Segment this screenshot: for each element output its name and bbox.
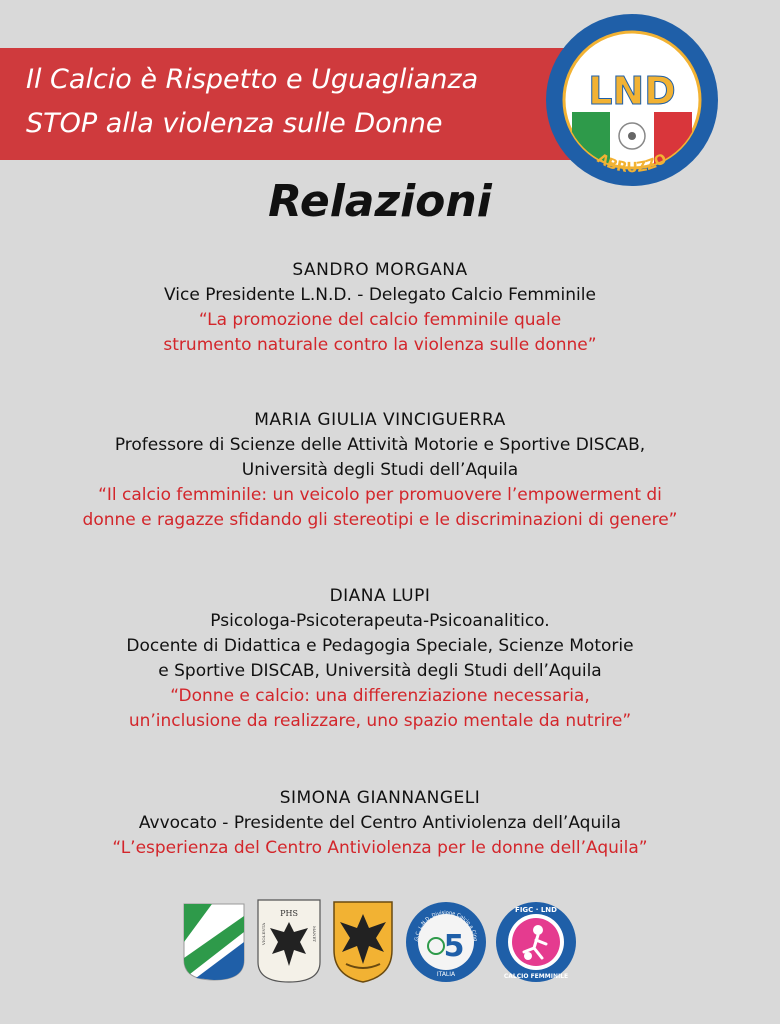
crest-right-text: MANET: [312, 925, 317, 943]
speaker-role: Docente di Didattica e Pedagogia Speciale, Scienze Motorie: [126, 636, 634, 656]
speaker-quote: “Il calcio femminile: un veicolo per promuovere l’empowerment di: [98, 485, 662, 505]
logo-region-text: ABRUZZO: [594, 150, 670, 177]
page-title: Relazioni: [268, 176, 492, 227]
speaker-role: Professore di Scienze delle Attività Motorie e Sportive DISCAB,: [114, 435, 646, 455]
femminile-bottom-text: CALCIO FEMMINILE: [503, 973, 569, 980]
crest-left-text: VIOLENTA: [261, 922, 266, 946]
speaker-name: SANDRO MORGANA: [292, 260, 468, 280]
regione-abruzzo-logo: [182, 902, 246, 982]
aquila-crest-logo: [256, 898, 322, 984]
speaker-section: [0, 584, 760, 734]
speaker-quote: strumento naturale contro la violenza sulle donne”: [163, 335, 597, 355]
speaker-quote: donne e ragazze sfidando gli stereotipi e le discriminazioni di genere”: [82, 510, 678, 530]
footer-logos: [0, 898, 780, 988]
speaker-role: Psicologa-Psicoterapeuta-Psicoanalitico.: [210, 611, 550, 631]
divisione-calcio5-logo: [404, 900, 488, 984]
crest-top-text: PHS: [280, 909, 298, 918]
speaker-section: [0, 786, 760, 861]
svg-text:5: 5: [443, 929, 465, 964]
speaker-section: [0, 258, 760, 358]
speaker-quote: un’inclusione da realizzare, uno spazio mentale da nutrire”: [128, 711, 632, 731]
lnd-abruzzo-logo: [544, 12, 720, 188]
logo-top-text: [544, 12, 597, 14]
speaker-role: Università degli Studi dell’Aquila: [241, 460, 519, 480]
speaker-quote: “L’esperienza del Centro Antiviolenza per le donne dell’Aquila”: [112, 838, 648, 858]
speaker-quote: “Donne e calcio: una differenziazione necessaria,: [170, 686, 590, 706]
speaker-role: Avvocato - Presidente del Centro Antiviolenza dell’Aquila: [138, 813, 622, 833]
university-crest-logo: [328, 898, 398, 984]
femminile-top-text: FIGC · LND: [515, 906, 557, 914]
calcio-femminile-logo: [494, 900, 578, 984]
speaker-name: MARIA GIULIA VINCIGUERRA: [254, 410, 506, 430]
logo-main-text: LND: [588, 69, 676, 113]
divisione-italia-text: ITALIA: [436, 971, 456, 978]
speaker-section: [0, 408, 760, 533]
speaker-name: SIMONA GIANNANGELI: [279, 788, 481, 808]
speaker-role: e Sportive DISCAB, Università degli Studi dell’Aquila: [158, 661, 602, 681]
speaker-role: Vice Presidente L.N.D. - Delegato Calcio Femminile: [164, 285, 596, 305]
header-line-2: STOP alla violenza sulle Donne: [26, 108, 443, 139]
header-line-1: Il Calcio è Rispetto e Uguaglianza: [26, 64, 479, 95]
divisione-text: .G.C. L.N.D. Divisione Calcio a Cinq: [413, 909, 479, 943]
speaker-name: DIANA LUPI: [329, 586, 431, 606]
speaker-quote: “La promozione del calcio femminile quale: [198, 310, 562, 330]
